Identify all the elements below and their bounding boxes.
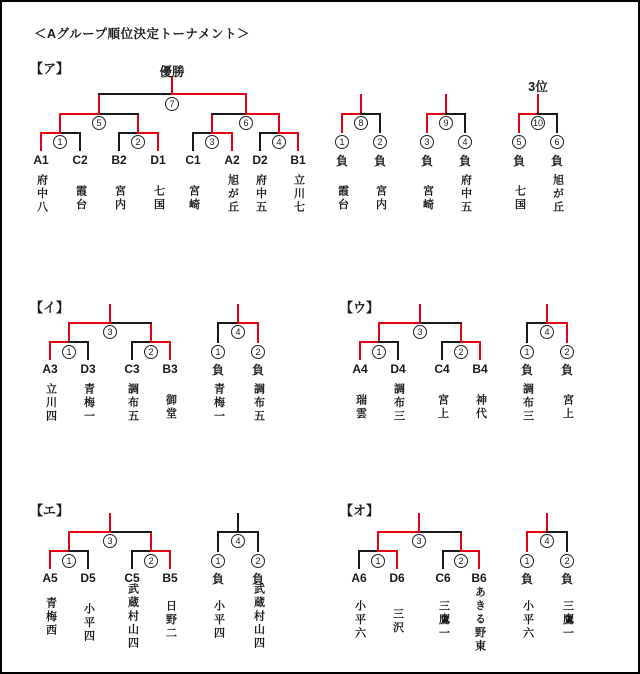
- team-B2-code: B2: [111, 153, 127, 167]
- loser-mark: 負: [251, 363, 265, 377]
- team-D3-code: D3: [80, 362, 96, 376]
- a-match-6-number: 6: [239, 116, 253, 130]
- section-o-label: 【オ】: [340, 503, 380, 518]
- team-A5-name: 青梅西: [44, 597, 57, 638]
- loser-mark: 負: [335, 154, 349, 168]
- a-consolation-5-number: 5: [512, 135, 526, 149]
- team-C1-code: C1: [185, 153, 201, 167]
- team-B1-code: B1: [290, 153, 306, 167]
- loser-mark: 負: [458, 154, 472, 168]
- loser-mark: 負: [211, 363, 225, 377]
- e-match-2-number: 2: [144, 554, 158, 568]
- o-match-1-number: 1: [371, 554, 385, 568]
- team-B2-name: 宮内: [113, 185, 126, 212]
- team-A6-name: 小平六: [353, 600, 366, 641]
- a-match-10-number: 10: [532, 118, 543, 128]
- e-consolation-2-number: 2: [251, 554, 265, 568]
- u-match-1-number: 1: [372, 345, 386, 359]
- champion-label: 優勝: [159, 65, 185, 79]
- a-main-bracket-lines: [41, 77, 298, 150]
- i-match-4-number: 4: [231, 325, 245, 339]
- i-match-1-number: 1: [62, 345, 76, 359]
- loser-mark: 負: [420, 154, 434, 168]
- loser-mark: 負: [550, 154, 564, 168]
- a-consolation-3-number: 3: [420, 135, 434, 149]
- o-match-2-number: 2: [454, 554, 468, 568]
- a-consolation-6-number: 6: [550, 135, 564, 149]
- team-B6-name: あきる野東: [473, 586, 486, 654]
- a-consolation-6-name: 旭が丘: [551, 174, 564, 215]
- o-consolation-1-name: 小平六: [521, 600, 534, 641]
- a-match-2-number: 2: [131, 135, 145, 149]
- team-B3-code: B3: [162, 362, 178, 376]
- e-match-4-number: 4: [231, 534, 245, 548]
- team-C4-name: 宮上: [436, 394, 449, 421]
- i-match-3-number: 3: [103, 325, 117, 339]
- team-B3-name: 御堂: [164, 394, 177, 421]
- a-consolation-4-name: 府中五: [459, 174, 472, 215]
- third-place-label: 3位: [528, 80, 548, 94]
- loser-mark: 負: [512, 154, 526, 168]
- team-C4-code: C4: [434, 362, 450, 376]
- loser-mark: 負: [560, 572, 574, 586]
- team-D3-name: 青梅一: [82, 383, 95, 424]
- team-C3-name: 調布五: [126, 383, 139, 424]
- a-match-8-number: 8: [354, 116, 368, 130]
- team-A2-code: A2: [224, 153, 240, 167]
- i-consolation-2-name: 調布五: [252, 383, 265, 424]
- team-C5-code: C5: [124, 571, 140, 585]
- u-consolation-2-name: 宮上: [561, 394, 574, 421]
- i-consolation-2-number: 2: [251, 345, 265, 359]
- team-A1-code: A1: [33, 153, 49, 167]
- team-A4-code: A4: [352, 362, 368, 376]
- team-C2-code: C2: [72, 153, 88, 167]
- u-consolation-2-number: 2: [560, 345, 574, 359]
- loser-mark: 負: [560, 363, 574, 377]
- page-title: ＜Aグループ順位決定トーナメント＞: [34, 27, 251, 41]
- a-match-3-number: 3: [205, 135, 219, 149]
- a-match-9-number: 9: [439, 116, 453, 130]
- team-D5-name: 小平四: [82, 603, 95, 644]
- o-match-3-number: 3: [412, 534, 426, 548]
- team-D6-name: 三沢: [391, 608, 404, 635]
- team-A6-code: A6: [351, 571, 367, 585]
- o-consolation-1-number: 1: [520, 554, 534, 568]
- i-consolation-1-number: 1: [211, 345, 225, 359]
- o-consolation-2-number: 2: [560, 554, 574, 568]
- a-consolation-2-number: 2: [373, 135, 387, 149]
- team-B5-code: B5: [162, 571, 178, 585]
- a-consolation-4-number: 4: [458, 135, 472, 149]
- loser-mark: 負: [373, 154, 387, 168]
- team-D6-code: D6: [389, 571, 405, 585]
- team-C3-code: C3: [124, 362, 140, 376]
- team-D2-code: D2: [252, 153, 268, 167]
- e-consolation-1-name: 小平四: [212, 600, 225, 641]
- loser-mark: 負: [211, 572, 225, 586]
- team-C1-name: 宮崎: [187, 185, 200, 212]
- i-consolation-1-name: 青梅一: [212, 383, 225, 424]
- a-consolation-2-name: 宮内: [374, 185, 387, 212]
- a-consolation-1-name: 霞台: [336, 185, 349, 212]
- section-e-label: 【エ】: [30, 503, 70, 518]
- e-consolation-2-name: 武蔵村山四: [252, 583, 265, 651]
- a-consolation-5-name: 七国: [513, 185, 526, 212]
- team-D4-name: 調布三: [392, 383, 405, 424]
- team-A3-name: 立川四: [44, 383, 57, 424]
- team-A4-name: 瑞雲: [354, 394, 367, 421]
- section-i-label: 【イ】: [30, 300, 70, 315]
- loser-mark: 負: [520, 572, 534, 586]
- team-D2-name: 府中五: [254, 174, 267, 215]
- team-A5-code: A5: [42, 571, 58, 585]
- team-D1-code: D1: [150, 153, 166, 167]
- u-consolation-1-name: 調布三: [521, 383, 534, 424]
- team-C6-name: 三鷹一: [437, 600, 450, 641]
- loser-mark: 負: [520, 363, 534, 377]
- team-B1-name: 立川七: [292, 174, 305, 215]
- team-A2-name: 旭が丘: [226, 174, 239, 215]
- team-B5-name: 日野二: [164, 600, 177, 641]
- e-match-3-number: 3: [103, 534, 117, 548]
- a-match-7-number: 7: [165, 97, 179, 111]
- team-B6-code: B6: [471, 571, 487, 585]
- e-consolation-1-number: 1: [211, 554, 225, 568]
- section-u-label: 【ウ】: [340, 300, 380, 315]
- a-match-4-number: 4: [272, 135, 286, 149]
- team-A1-name: 府中八: [35, 174, 48, 215]
- i-match-2-number: 2: [144, 345, 158, 359]
- section-a-label: 【ア】: [30, 61, 70, 76]
- e-match-1-number: 1: [62, 554, 76, 568]
- team-C5-name: 武蔵村山四: [126, 583, 139, 651]
- o-match-4-number: 4: [540, 534, 554, 548]
- team-C2-name: 霞台: [74, 185, 87, 212]
- a-consolation-3-name: 宮崎: [421, 185, 434, 212]
- team-B4-code: B4: [472, 362, 488, 376]
- team-D1-name: 七国: [152, 185, 165, 212]
- u-match-3-number: 3: [413, 325, 427, 339]
- team-D4-code: D4: [390, 362, 406, 376]
- team-A3-code: A3: [42, 362, 58, 376]
- a-match-5-number: 5: [92, 116, 106, 130]
- team-D5-code: D5: [80, 571, 96, 585]
- u-match-4-number: 4: [540, 325, 554, 339]
- loser-mark: 負: [251, 572, 265, 586]
- u-consolation-1-number: 1: [520, 345, 534, 359]
- team-B4-name: 神代: [474, 394, 487, 421]
- a-consolation-1-number: 1: [335, 135, 349, 149]
- team-C6-code: C6: [435, 571, 451, 585]
- o-consolation-2-name: 三鷹一: [561, 600, 574, 641]
- u-match-2-number: 2: [454, 345, 468, 359]
- a-match-1-number: 1: [53, 135, 67, 149]
